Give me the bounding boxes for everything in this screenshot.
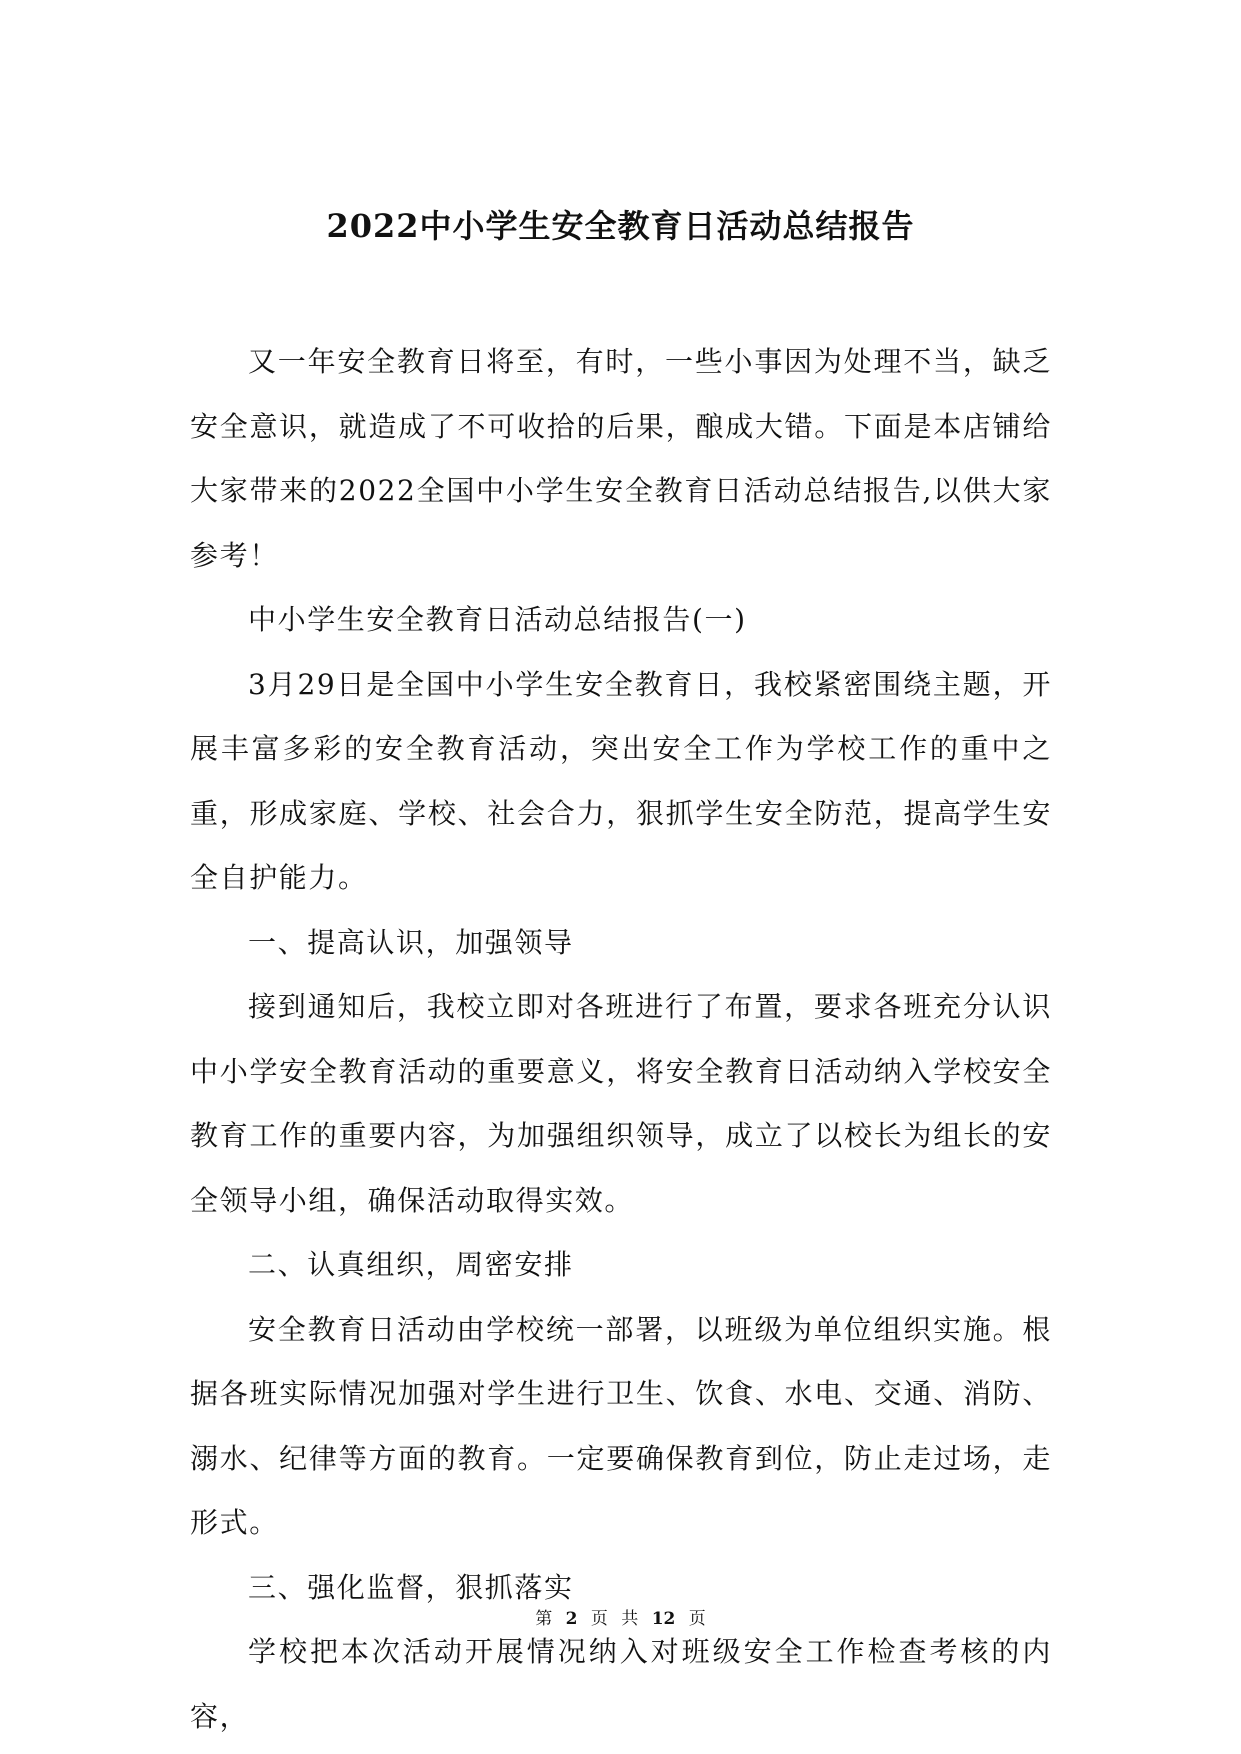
section-title-report-one: 中小学生安全教育日活动总结报告(一): [248, 603, 747, 636]
heading-three: 三、强化监督，狠抓落实: [248, 1570, 574, 1604]
heading-two: 二、认真组织，周密安排: [248, 1248, 574, 1281]
document-body: [190, 330, 1052, 1749]
paragraph-leadership: 接到通知后，我校立即对各班进行了布置，要求各班充分认识中小学安全教育活动的重要意义，将安全教育日活动纳入学校安全教育工作的重要内容，为加强组织领导，成立了以校长为组长的安全领导小组，确保活动取得实效。: [190, 990, 1052, 1217]
footer-total-pages: 12: [651, 1609, 676, 1629]
paragraph-supervision: 学校把本次活动开展情况纳入对班级安全工作检查考核的内容，: [190, 1635, 1052, 1733]
footer-middle: 页 共: [590, 1609, 639, 1629]
intro-paragraph: 又一年安全教育日将至，有时，一些小事因为处理不当，缺乏安全意识，就造成了不可收拾的后果，酿成大错。下面是本店铺给大家带来的2022全国中小学生安全教育日活动总结报告,以供大家参考！: [190, 345, 1052, 572]
footer-suffix: 页: [688, 1609, 706, 1629]
heading-one: 一、提高认识，加强领导: [248, 925, 574, 959]
page-footer: [0, 1607, 1241, 1631]
document-title: 2022中小学生安全教育日活动总结报告: [326, 207, 915, 245]
footer-prefix: 第: [535, 1609, 553, 1629]
paragraph-organization: 安全教育日活动由学校统一部署，以班级为单位组织实施。根据各班实际情况加强对学生进行卫生、饮食、水电、交通、消防、溺水、纪律等方面的教育。一定要确保教育到位，防止走过场，走形式。: [190, 1312, 1052, 1539]
paragraph-safety-day: 3月29日是全国中小学生安全教育日，我校紧密围绕主题，开展丰富多彩的安全教育活动，突出安全工作为学校工作的重中之重，形成家庭、学校、社会合力，狠抓学生安全防范，提高学生安全自护能力。: [190, 667, 1052, 894]
footer-page-number: 2: [565, 1609, 578, 1629]
